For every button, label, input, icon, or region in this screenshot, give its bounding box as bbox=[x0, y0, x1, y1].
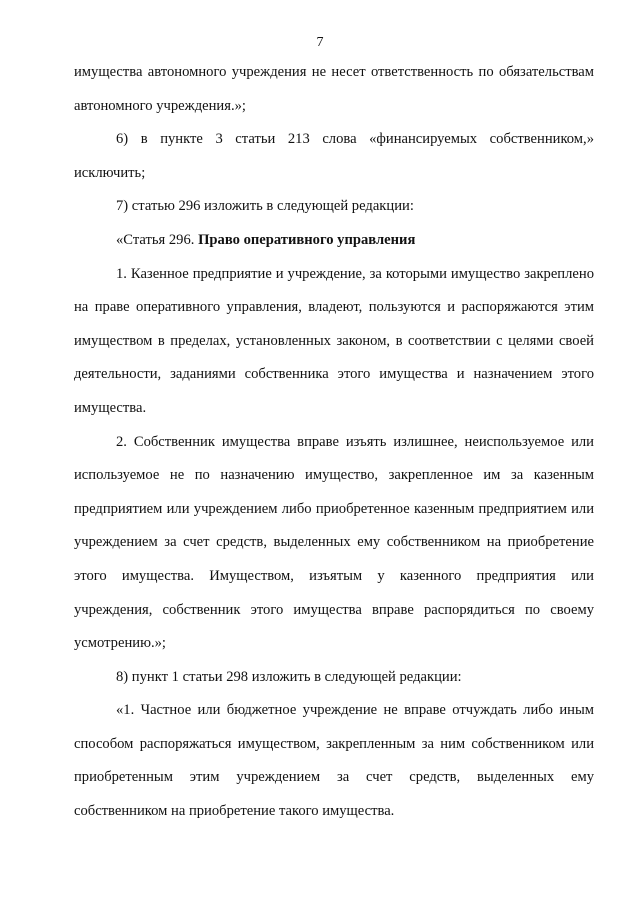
document-body bbox=[74, 56, 594, 829]
paragraph-item-6: 6) в пункте 3 статьи 213 слова «финансируемых собственником,» исключить; bbox=[74, 131, 594, 181]
paragraph-item-8: 8) пункт 1 статьи 298 изложить в следующей редакции: bbox=[116, 668, 462, 685]
article-clause-2: 2. Собственник имущества вправе изъять излишнее, неиспользуемое или используемое не по назначению имущество, закрепленное им за казенным предприятием или учреждением либо приобретенное казенным предприятием или учреждением за счет средств, выделенных ему собственником на приобретение этого имущества. Имуществом, изъятым у казенного предприятия или учреждения, собственник этого имущества вправе распорядиться по своему усмотрению.»; bbox=[74, 433, 594, 652]
paragraph-continuation: имущества автономного учреждения не несет ответственность по обязательствам автономного учреждения.»; bbox=[74, 64, 594, 114]
article-heading-prefix: «Статья 296. bbox=[116, 231, 199, 248]
page-number: 7 bbox=[316, 35, 324, 50]
article-298-clause-1: «1. Частное или бюджетное учреждение не вправе отчуждать либо иным способом распоряжаться имуществом, закрепленным за ним собственником или приобретенным этим учреждением за счет средств, выделенных ему собственником на приобретение такого имущества. bbox=[74, 702, 594, 820]
article-clause-1: 1. Казенное предприятие и учреждение, за которыми имущество закреплено на праве оперативного управления, владеют, пользуются и распоряжаются этим имуществом в пределах, установленных законом, в соответствии с целями своей деятельности, заданиями собственника этого имущества и назначением этого имущества. bbox=[74, 265, 594, 416]
article-heading bbox=[74, 224, 594, 258]
paragraph-item-7: 7) статью 296 изложить в следующей редакции: bbox=[116, 198, 414, 215]
article-heading-title: Право оперативного управления bbox=[198, 231, 416, 248]
